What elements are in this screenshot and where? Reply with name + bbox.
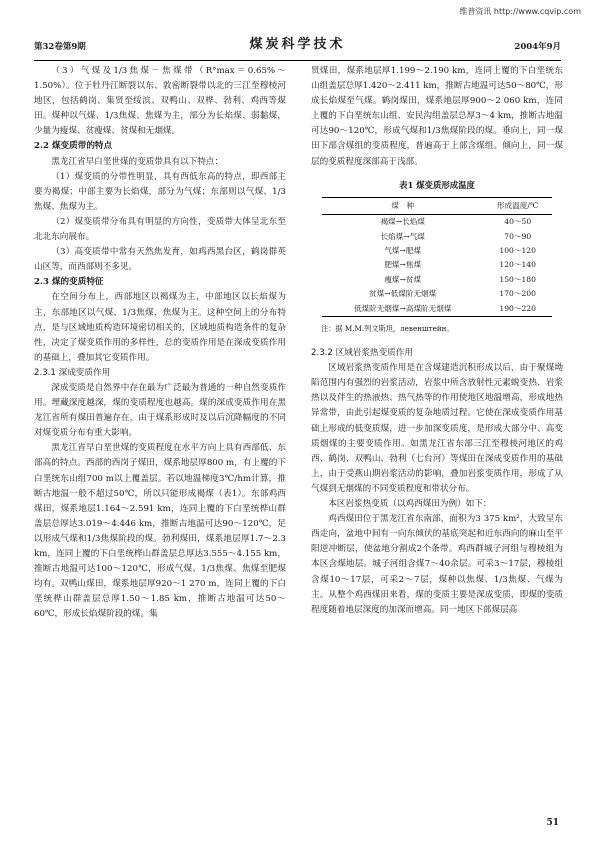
journal-title: 煤炭科学技术 — [249, 37, 346, 52]
table-row — [322, 244, 552, 258]
paragraph: （3）高变质带中常有天然焦发育，如鸡西黑台区，鹤岗群英山区等，而西部则不多见。 — [34, 247, 286, 273]
subsection-heading: 2.3.2 区域岩浆热变质作用 — [311, 348, 413, 359]
page-number: 51 — [546, 817, 559, 828]
table-cell: 瘦煤→贫煤 — [384, 274, 422, 284]
right-column — [311, 64, 563, 618]
table-title: 表1 煤变质形成温度 — [399, 179, 475, 190]
paragraph: 深成变质是自然界中存在最为广泛最为普通的一种自然变质作用。埋藏深度越深，煤的变质程度也越高。煤的深成变质作用在黑龙江省所有煤田普遍存在，由于煤系形成时及以后沉降幅度的不同对煤变质分布有重大影响。 — [34, 382, 286, 439]
paragraph: 黑龙江省早白垩世煤的变质程度在水平方向上具有西部低、东部高的特点。西部的西岗子煤田，煤系地层厚800 m，有上覆的下白垩统东山组700 m以上覆盖层。若以地温梯度3℃/hm计算，推断古地温一般不超过50℃，所以只能形成褐煤（表1）。东部鸡西煤田，煤系地层1.164～2.591 km，连同上覆的下白垩统桦山群盖层总厚达3.019～4.446 km，推断古地温可达90～120℃，足以形成气煤和1/3焦煤阶段的煤。勃利煤田，煤系地层厚1.7～2.3 km，连同上覆的下白垩统桦山群盖层总厚达3.555～4.155 km，推断古地温可达100～120℃，形成气煤、1/3焦煤、焦煤至肥煤均有。双鸭山煤田，煤系地层厚920～1 270 m，连同上覆的下白垩统桦山群盖层总厚1.50～1.85 km，推断古地温可达50～60℃，形成长焰煤阶段的煤。集 — [34, 443, 286, 620]
paragraph: （2）煤变质带分布具有明显的方向性，变质带大体呈北东至北北东向展布。 — [34, 216, 286, 243]
table-cell: 长焰煤→气煤 — [380, 231, 425, 241]
temperature-table — [322, 197, 552, 317]
paragraph: 在空间分布上，西部地区以褐煤为主，中部地区以长焰煤为主，东部地区以气煤、1/3焦煤、焦煤为主。这种空间上的分布特点，是与区域地质构造环境密切相关的，区域地质构造条件的复杂性，决定了煤变质作用的多样性，总的变质作用是在深成变质作用的基础上，叠加其它变质作用。 — [34, 292, 286, 363]
table-row — [322, 230, 552, 244]
running-header — [34, 37, 561, 58]
table-header: 形成温度/℃ — [483, 197, 552, 214]
paragraph: （1）煤变质的分带性明显，具有西低东高的特点，即西部主要为褐煤；中部主要为长焰煤，部分为气煤；东部则以气煤、1/3焦煤、焦煤为主。 — [34, 171, 286, 212]
table-row — [322, 273, 552, 287]
table-row — [322, 302, 552, 317]
section-heading: 2.2 煤变质带的特点 — [34, 141, 113, 152]
paragraph: 贤煤田，煤系地层厚1.199～2.190 km，连同上覆的下白垩统东山组盖层总厚1.420～2.411 km，推断古地温可达50～80℃，形成长焰煤至气煤。鹤岗煤田，煤系地层厚900～2 060 km，连同上覆的下白垩统东山组、安民沟组盖层总厚3～4 km，推断古地温可达90～120℃，形成气煤和1/3焦煤阶段的煤。垂向上，同一煤田下部含煤组的变质程度，普遍高于上部含煤组。倾向上，同一煤层的变质程度深部高于浅部。 — [311, 66, 563, 167]
paragraph: （3）气煤及1/3焦煤－焦煤带（R°max＝0.65%～1.50%）。位于牡丹江断裂以东、敦密断裂带以北的三江至穆棱河地区，包括鹤岗、集贤至绥滨、双鸭山、双桦、勃利、鸡西等煤田。煤种以气煤、1/3焦煤、焦煤为主，部分为长焰煤、弱黏煤，少量为瘦煤、贫瘦煤、贫煤和无烟煤。 — [34, 66, 286, 137]
table-cell: 低煤阶无烟煤→高煤阶无烟煤 — [322, 302, 483, 317]
header-rule — [34, 60, 561, 61]
table-cell: 贫煤→低煤阶无烟煤 — [369, 289, 437, 299]
paragraph: 黑龙江省早白垩世煤的变质带具有以下特点： — [51, 156, 224, 167]
table-cell: 气煤→肥煤 — [384, 245, 422, 255]
table-cell: 150～180 — [499, 274, 536, 284]
paragraph: 鸡西煤田位于黑龙江省东南部，面积为3 375 km²，大致呈东西走向，盆地中间有一向东倾伏的基底突起和近东西向的麻山至平阳逆冲断层，使盆地分割成2个条带。鸡西群城子河组与穆棱组为本区含煤地层。城子河组含煤7～40余层。可采3～17层，穆棱组含煤10～17层，可采2～7层，煤种以焦煤、1/3焦煤、气煤为主。从整个鸡西煤田来看，煤的变质主要是深成变质，即煤的变质程度随着地层深度的加深而增高。同一地区下部煤层高 — [311, 514, 563, 615]
table-cell: 40～50 — [504, 217, 532, 227]
paragraph: 本区岩浆热变质（以鸡西煤田为例）如下： — [328, 499, 492, 510]
table-cell: 100～120 — [499, 245, 536, 255]
section-heading: 2.3 煤的变质特征 — [34, 277, 104, 288]
table-row — [322, 258, 552, 272]
table-header: 煤 种 — [322, 197, 483, 214]
table-row — [322, 287, 552, 301]
watermark: 维普资讯 http://www.cqvip.com — [459, 7, 581, 16]
left-column — [34, 64, 286, 622]
table-cell: 肥煤→焦煤 — [384, 260, 422, 270]
table-row — [322, 215, 552, 230]
volume-issue: 第32卷第9期 — [34, 42, 86, 52]
table-cell: 170～200 — [499, 289, 536, 299]
table-note: 注：据 M.M.列文斯坦，левенштейн。 — [321, 324, 454, 333]
table-cell: 褐煤→长焰煤 — [380, 217, 425, 227]
issue-date: 2004年9月 — [514, 42, 561, 52]
table-cell: 70～90 — [504, 231, 532, 241]
subsection-heading: 2.3.1 深成变质作用 — [34, 367, 111, 378]
table-cell: 120～140 — [499, 260, 536, 270]
table-cell: 190～220 — [483, 302, 552, 317]
paragraph: 区域岩浆热变质作用是在含煤建造沉积形成以后，由于聚煤坳陷范围内有强烈的岩浆活动，岩浆中所含放射性元素蜕变热、岩浆热以及伴生的热液热、热气热等的作用使地区地温增高，形成地热异常带，由此引起煤变质的复杂地质过程。它使在深成变质作用基础上形成的低变质煤，进一步加深变质度，是形成大部分中、高变质烟煤的主要变质作用。如黑龙江省东部三江至穆棱河地区的鸡西、鹤岗、双鸭山、勃利（七台河）等煤田在深成变质作用的基础上，由于受燕山期岩浆活动的影响，叠加岩浆变质作用，形成了从气煤到无烟煤的不同变质程度和带状分布。 — [311, 363, 563, 494]
